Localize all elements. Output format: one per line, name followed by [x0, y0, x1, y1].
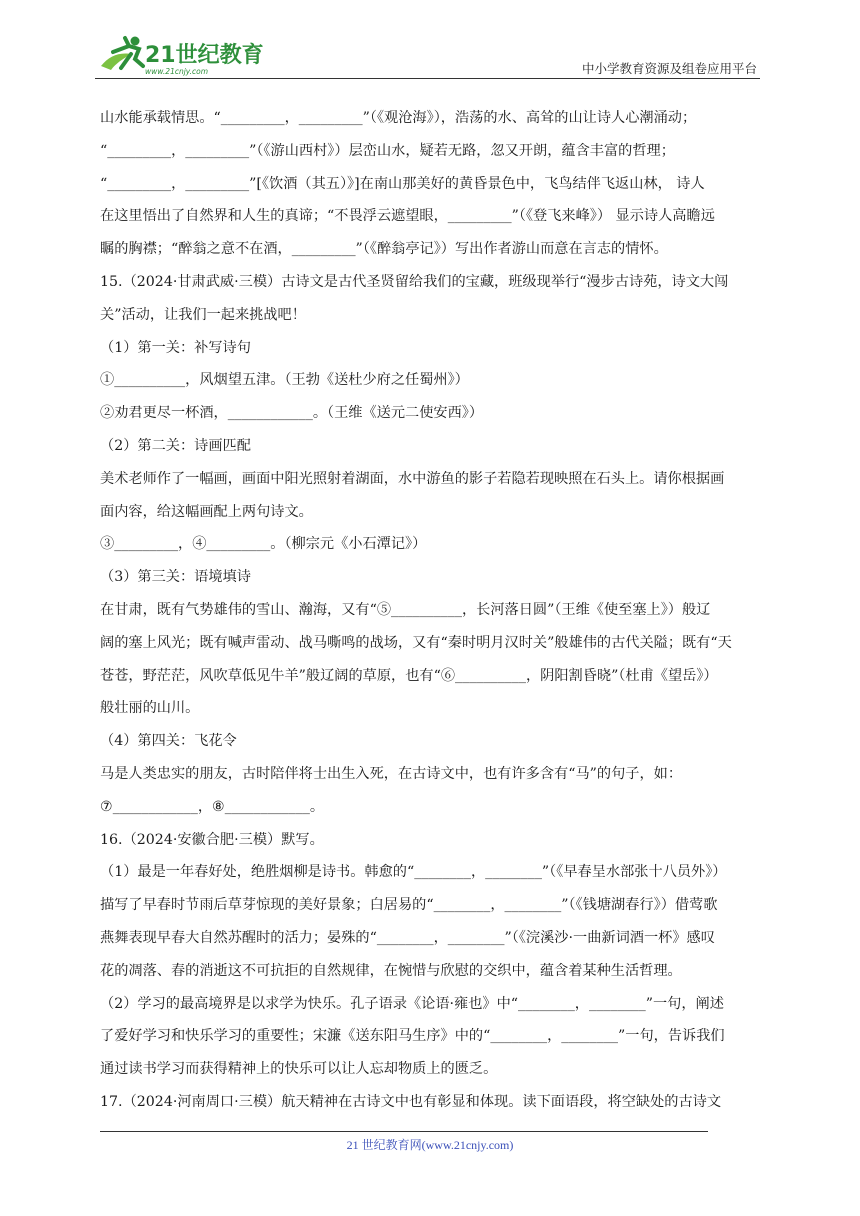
question-15-heading: 15.（2024·甘肃武威·三模）古诗文是古代圣贤留给我们的宝藏，班级现举行“漫步古诗苑，诗文大闯: [100, 273, 729, 290]
text-line: 在这里悟出了自然界和人生的真谛；“不畏浮云遮望眼，_________”（《登飞来峰》） 显示诗人高瞻远: [100, 208, 715, 225]
runner-logo-icon: [95, 32, 265, 78]
subquestion-heading: （3）第三关：语境填诗: [100, 569, 251, 586]
text-line: （2）学习的最高境界是以求学为快乐。孔子语录《论语·雍也》中“________，________”一句，阐述: [100, 995, 724, 1012]
svg-text:21世纪教育: 21世纪教育: [145, 43, 264, 68]
text-line: 描写了早春时节雨后草芽惊现的美好景象；白居易的“________，________”（《钱塘湖春行》）借莺歌: [100, 897, 718, 914]
text-line: “_________，_________”[《饮酒（其五）》]在南山那美好的黄昏景色中，飞鸟结伴飞返山林， 诗人: [100, 175, 705, 192]
footer-divider: [100, 1131, 708, 1132]
text-line: 山水能承载情思。“_________，_________”（《观沧海》），浩荡的水、高耸的山让诗人心潮涌动；: [100, 110, 697, 126]
text-line: 瞩的胸襟；“醉翁之意不在酒，_________”（《醉翁亭记》）写出作者游山而意在言志的情怀。: [100, 241, 668, 258]
svg-text:www.21cnjy.com: www.21cnjy.com: [145, 67, 209, 76]
text-line: 面内容，给这幅画配上两句诗文。: [100, 503, 313, 520]
header-divider: [95, 78, 760, 79]
text-line: 美术老师作了一幅画，画面中阳光照射着湖面，水中游鱼的影子若隐若现映照在石头上。请你根据画: [100, 470, 725, 487]
site-logo: [95, 32, 265, 78]
text-line: 燕舞表现早春大自然苏醒时的活力；晏殊的“________，________”（《浣溪沙·一曲新词酒一杯》感叹: [100, 929, 715, 946]
subquestion-heading: （1）第一关：补写诗句: [100, 339, 251, 356]
subquestion-heading: （4）第四关：飞花令: [100, 733, 237, 750]
page-header: [95, 32, 760, 82]
text-line: “_________，_________”（《游山西村》）层峦山水，疑若无路，忽又开朗，蕴含丰富的哲理；: [100, 142, 675, 159]
text-line: 般壮丽的山川。: [100, 700, 200, 717]
platform-name: 中小学教育资源及组卷应用平台: [581, 61, 757, 76]
document-body: [100, 104, 768, 1121]
text-line: 苍苍，野茫茫，风吹草低见牛羊”般辽阔的草原，也有“⑥__________，阴阳割昏晓”（杜甫《望岳》）: [100, 667, 718, 684]
text-line: 了爱好学习和快乐学习的重要性；宋濂《送东阳马生序》中的“________，________”一句，告诉我们: [100, 1028, 725, 1045]
text-line: ③_________，④_________。（柳宗元《小石潭记》）: [100, 536, 427, 553]
text-line: ①__________，风烟望五津。（王勃《送杜少府之任蜀州》）: [100, 372, 469, 389]
footer-link[interactable]: 21 世纪教育网(www.21cnjy.com): [346, 1138, 514, 1152]
text-line: 在甘肃，既有气势雄伟的雪山、瀚海，又有“⑤__________，长河落日圆”（王维《使至塞上》）般辽: [100, 601, 711, 618]
text-line: 通过读书学习而获得精神上的快乐可以让人忘却物质上的匮乏。: [100, 1061, 498, 1078]
text-line: 阔的塞上风光；既有喊声雷动、战马嘶鸣的战场，又有“秦时明月汉时关”般雄伟的古代关隘；既有“天: [100, 634, 732, 651]
text-line: 关”活动，让我们一起来挑战吧！: [100, 306, 306, 323]
text-line: 花的凋落、春的消逝这不可抗拒的自然规律，在惋惜与欣慰的交织中，蕴含着某种生活哲理。: [100, 962, 682, 979]
text-line: ⑦____________，⑧____________。: [100, 798, 325, 815]
question-17-heading: 17.（2024·河南周口·三模）航天精神在古诗文中也有彰显和体现。读下面语段，将空缺处的古诗文: [100, 1093, 722, 1110]
question-16-heading: 16.（2024·安徽合肥·三模）默写。: [100, 831, 324, 848]
subquestion-heading: （2）第二关：诗画匹配: [100, 437, 251, 454]
text-line: ②劝君更尽一杯酒，____________。（王维《送元二使安西》）: [100, 405, 484, 422]
text-line: （1）最是一年春好处，绝胜烟柳是诗书。韩愈的“________，________”（《早春呈水部张十八员外》）: [100, 864, 727, 881]
text-line: 马是人类忠实的朋友，古时陪伴将士出生入死，在古诗文中，也有许多含有“马”的句子，如：: [100, 765, 683, 782]
